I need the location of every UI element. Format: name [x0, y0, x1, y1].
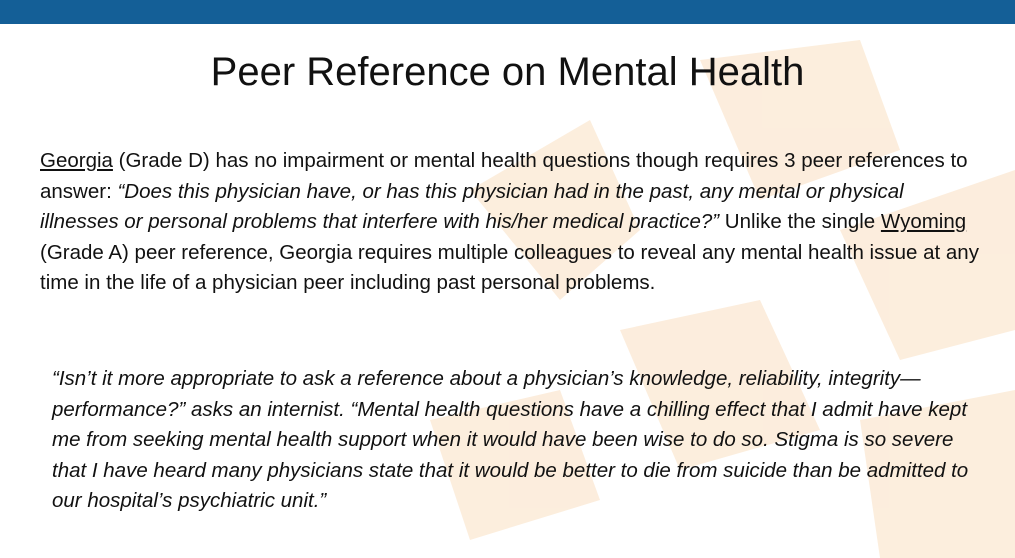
wyoming-link: Wyoming: [880, 210, 967, 233]
reference-question: “Does this physician have, or has this physician had in the past, any mental or physical illnesses or personal problems that interfere with his/her medical practice?”: [40, 179, 904, 233]
georgia-link: Georgia: [40, 149, 113, 172]
body-paragraph: [40, 146, 980, 299]
slide-title: Peer Reference on Mental Health: [210, 50, 805, 94]
paragraph-text-1: (Grade D) has no impairment or mental health questions though requires 3 peer references to answer:: [40, 149, 968, 203]
internist-quote: “Isn’t it more appropriate to ask a reference about a physician’s knowledge, reliability, integrity—performance?” asks an internist. “Mental health questions have a chilling effect that I admit have kept me from seeking mental health support when it would have been wise to do so. Stigma is so severe that I have heard many physicians state that it would be better to die from suicide than be admitted to our hospital’s psychiatric unit.”: [52, 367, 969, 512]
paragraph-text-3: (Grade A) peer reference, Georgia requires multiple colleagues to reveal any mental health issue at any time in the life of a physician peer including past personal problems.: [40, 240, 979, 294]
paragraph-text-2: Unlike the single: [719, 210, 881, 233]
